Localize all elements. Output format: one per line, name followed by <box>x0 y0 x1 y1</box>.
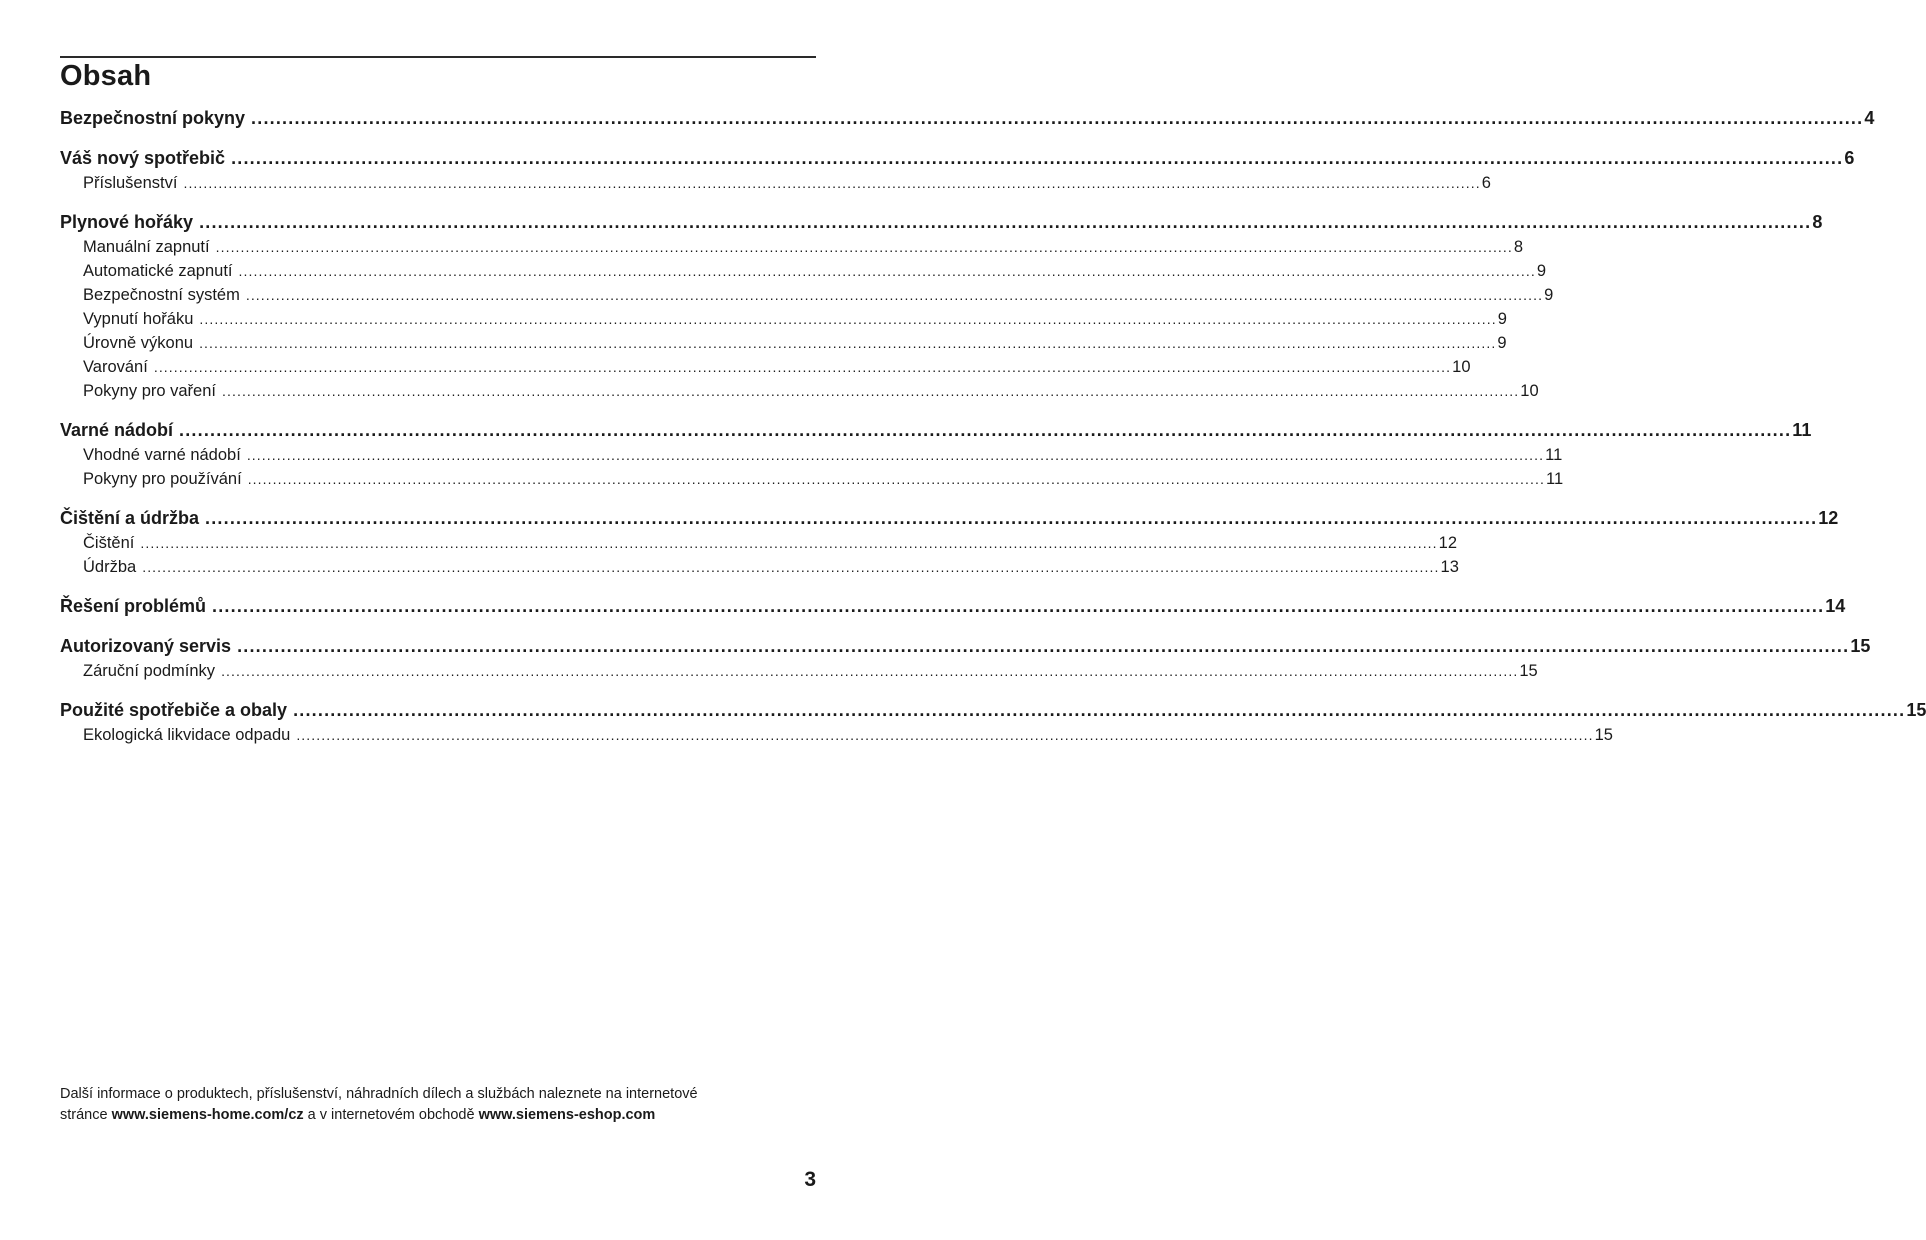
toc-entry-label: Autorizovaný servis <box>60 636 232 656</box>
footer-text-middle: a v internetovém obchodě <box>303 1107 479 1123</box>
toc-section <box>60 212 1823 406</box>
toc-subentry[interactable] <box>60 726 1613 750</box>
toc-section-entry[interactable] <box>60 700 1926 726</box>
toc-section <box>60 108 1875 134</box>
toc-subentry[interactable] <box>60 310 1507 334</box>
toc-section-entry[interactable] <box>60 636 1871 662</box>
toc-page-number: 8 <box>1513 238 1524 256</box>
toc-entry-label: Varování <box>83 358 148 376</box>
toc-entry-label: Bezpečnostní pokyny <box>60 108 246 128</box>
dot-leader: .................................................................................................................................................................................................................................................................... <box>212 596 1825 616</box>
toc-page-number: 9 <box>1497 310 1507 328</box>
toc-page-number: 11 <box>1545 446 1563 464</box>
toc-entry-label: Pokyny pro používání <box>83 470 242 488</box>
toc-entry-label: Použité spotřebiče a obaly <box>60 700 288 720</box>
toc-subentry[interactable] <box>60 358 1471 382</box>
dot-leader: .................................................................................................................................................................................................................................................................... <box>183 175 1481 191</box>
dot-leader: .................................................................................................................................................................................................................................................................... <box>237 636 1850 656</box>
toc-section <box>60 420 1812 494</box>
toc-section-entry[interactable] <box>60 508 1839 534</box>
toc-subentry[interactable] <box>60 334 1507 358</box>
toc-page-number: 6 <box>1844 148 1855 168</box>
toc-entry-label: Bezpečnostní systém <box>83 286 240 304</box>
toc-subentry[interactable] <box>60 558 1459 582</box>
toc-entry-label: Čištění a údržba <box>60 508 200 528</box>
toc-subentry[interactable] <box>60 238 1524 262</box>
toc-page-number: 8 <box>1812 212 1823 232</box>
dot-leader: .................................................................................................................................................................................................................................................................... <box>142 559 1440 575</box>
toc-section <box>60 596 1846 622</box>
toc-page-number: 9 <box>1497 334 1507 352</box>
toc-section-entry[interactable] <box>60 212 1823 238</box>
toc-entry-label: Čištění <box>83 534 135 552</box>
footer-note <box>60 1084 820 1126</box>
toc-page-number: 10 <box>1520 382 1539 400</box>
toc-subentry[interactable] <box>60 534 1458 558</box>
toc-entry-label: Ekologická likvidace odpadu <box>83 726 291 744</box>
dot-leader: .................................................................................................................................................................................................................................................................... <box>199 212 1812 232</box>
toc-page-number: 4 <box>1864 108 1875 128</box>
toc-entry-label: Pokyny pro vaření <box>83 382 216 400</box>
toc-page-number: 12 <box>1818 508 1839 528</box>
dot-leader: .................................................................................................................................................................................................................................................................... <box>140 535 1438 551</box>
toc-section <box>60 148 1855 198</box>
footer-line-1: Další informace o produktech, příslušenství, náhradních dílech a službách naleznete na internetové <box>60 1086 698 1102</box>
toc-page-number: 11 <box>1792 420 1812 440</box>
toc-section <box>60 636 1871 686</box>
dot-leader: .................................................................................................................................................................................................................................................................... <box>221 383 1520 399</box>
toc-page-number: 9 <box>1536 262 1546 280</box>
table-of-contents <box>60 108 1926 764</box>
toc-page-number: 10 <box>1452 358 1471 376</box>
toc-section-entry[interactable] <box>60 420 1812 446</box>
toc-section-entry[interactable] <box>60 596 1846 622</box>
dot-leader: .................................................................................................................................................................................................................................................................... <box>199 311 1497 327</box>
toc-entry-label: Záruční podmínky <box>83 662 216 680</box>
dot-leader: .................................................................................................................................................................................................................................................................... <box>251 108 1864 128</box>
toc-entry-label: Vhodné varné nádobí <box>83 446 241 464</box>
toc-subentry[interactable] <box>60 262 1546 286</box>
dot-leader: .................................................................................................................................................................................................................................................................... <box>296 727 1594 743</box>
dot-leader: .................................................................................................................................................................................................................................................................... <box>205 508 1818 528</box>
toc-entry-label: Příslušenství <box>83 174 178 192</box>
dot-leader: .................................................................................................................................................................................................................................................................... <box>245 287 1544 303</box>
toc-page-number: 6 <box>1481 174 1491 192</box>
toc-entry-label: Řešení problémů <box>60 596 207 616</box>
toc-page-number: 12 <box>1438 534 1458 552</box>
footer-text-prefix: stránce <box>60 1107 112 1123</box>
toc-page-number: 15 <box>1906 700 1926 720</box>
top-rule <box>60 56 816 58</box>
dot-leader: .................................................................................................................................................................................................................................................................... <box>246 447 1545 463</box>
toc-entry-label: Manuální zapnutí <box>83 238 210 256</box>
toc-subentry[interactable] <box>60 446 1563 470</box>
toc-entry-label: Úrovně výkonu <box>83 334 194 352</box>
dot-leader: .................................................................................................................................................................................................................................................................... <box>293 700 1906 720</box>
toc-subentry[interactable] <box>60 470 1564 494</box>
toc-entry-label: Údržba <box>83 558 137 576</box>
dot-leader: .................................................................................................................................................................................................................................................................... <box>238 263 1536 279</box>
toc-section <box>60 508 1839 582</box>
toc-page-number: 15 <box>1850 636 1871 656</box>
dot-leader: .................................................................................................................................................................................................................................................................... <box>179 420 1792 440</box>
toc-page-number: 9 <box>1544 286 1554 304</box>
eshop-link[interactable]: www.siemens-eshop.com <box>478 1107 656 1123</box>
toc-subentry[interactable] <box>60 662 1538 686</box>
website-link[interactable]: www.siemens-home.com/cz <box>111 1107 304 1123</box>
toc-page-number: 13 <box>1440 558 1459 576</box>
page-number: 3 <box>804 1168 816 1191</box>
toc-subentry[interactable] <box>60 174 1491 198</box>
toc-entry-label: Automatické zapnutí <box>83 262 233 280</box>
dot-leader: .................................................................................................................................................................................................................................................................... <box>231 148 1844 168</box>
toc-subentry[interactable] <box>60 286 1554 310</box>
toc-page-number: 15 <box>1594 726 1613 744</box>
toc-entry-label: Váš nový spotřebič <box>60 148 226 168</box>
dot-leader: .................................................................................................................................................................................................................................................................... <box>153 359 1452 375</box>
toc-page-number: 15 <box>1519 662 1538 680</box>
dot-leader: .................................................................................................................................................................................................................................................................... <box>221 663 1519 679</box>
toc-entry-label: Varné nádobí <box>60 420 174 440</box>
toc-page-number: 14 <box>1825 596 1846 616</box>
dot-leader: .................................................................................................................................................................................................................................................................... <box>247 471 1545 487</box>
toc-page-number: 11 <box>1546 470 1564 488</box>
toc-subentry[interactable] <box>60 382 1539 406</box>
dot-leader: .................................................................................................................................................................................................................................................................... <box>215 239 1513 255</box>
dot-leader: .................................................................................................................................................................................................................................................................... <box>199 335 1497 351</box>
toc-entry-label: Plynové hořáky <box>60 212 194 232</box>
toc-section <box>60 700 1926 750</box>
toc-section-entry[interactable] <box>60 148 1855 174</box>
toc-section-entry[interactable] <box>60 108 1875 134</box>
toc-entry-label: Vypnutí hořáku <box>83 310 194 328</box>
page-title: Obsah <box>60 60 152 92</box>
footer-line-2 <box>60 1105 820 1126</box>
